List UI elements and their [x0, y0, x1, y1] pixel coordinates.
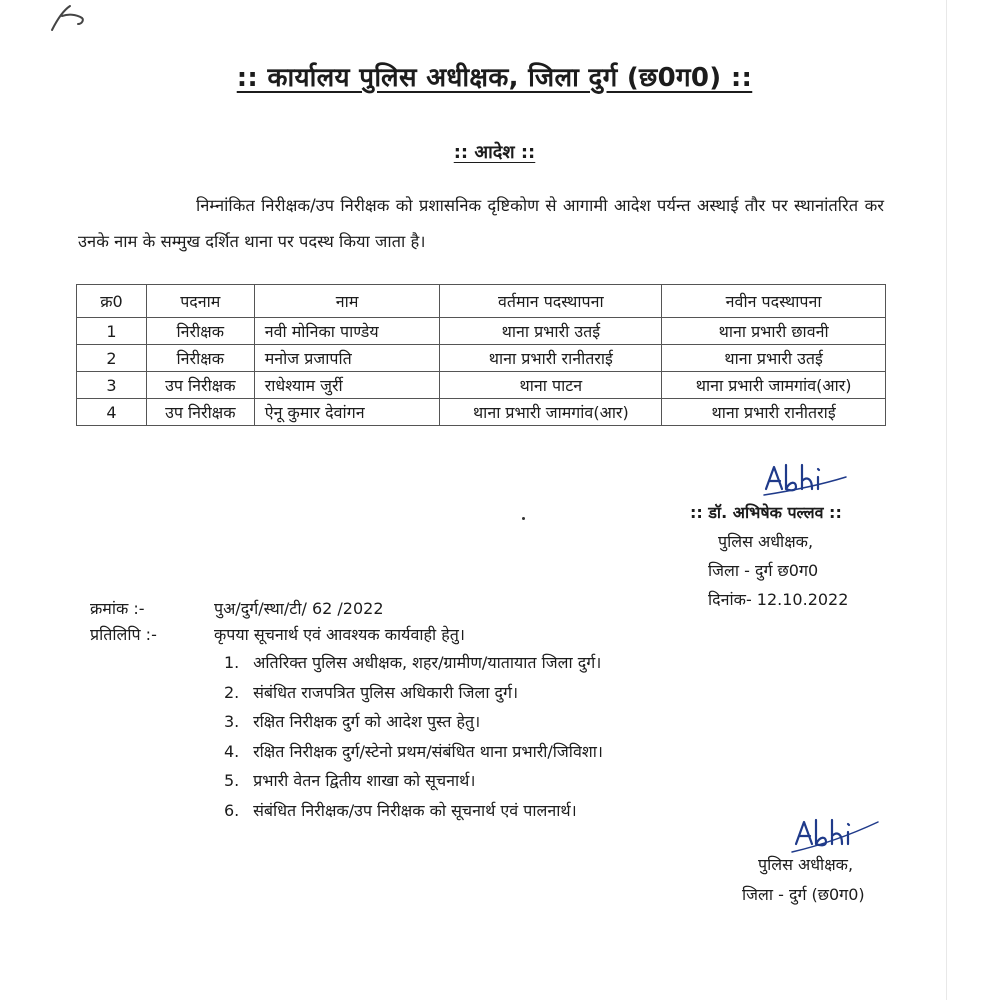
list-item-text: अतिरिक्त पुलिस अधीक्षक, शहर/ग्रामीण/यातायात जिला दुर्ग।: [253, 653, 602, 672]
signatory-district: जिला - दुर्ग छ0ग0: [708, 561, 819, 580]
list-item-text: प्रभारी वेतन द्वितीय शाखा को सूचनार्थ।: [253, 771, 476, 790]
table-cell-designation: उप निरीक्षक: [146, 399, 254, 426]
list-item-text: रक्षित निरीक्षक दुर्ग को आदेश पुस्त हेतु।: [253, 712, 481, 731]
list-item-number: 3.: [224, 712, 240, 731]
stray-dot: [522, 517, 525, 520]
table-cell-current-posting: थाना प्रभारी रानीतराई: [440, 345, 662, 372]
corner-scribble-mark: [48, 2, 90, 34]
copy-to-intro: कृपया सूचनार्थ एवं आवश्यक कार्यवाही हेतु।: [214, 625, 465, 644]
table-cell-name: ऐनू कुमार देवांगन: [254, 399, 440, 426]
order-heading: :: आदेश ::: [453, 142, 536, 163]
table-cell-serial: 2: [77, 345, 147, 372]
column-header-serial: क्र0: [77, 285, 147, 318]
order-paragraph: निम्नांकित निरीक्षक/उप निरीक्षक को प्रशासनिक दृष्टिकोण से आगामी आदेश पर्यन्त अस्थाई तौर पर स्थानांतरित कर उनके नाम के सम्मुख दर्शित थाना पर पदस्थ किया जाता है।: [78, 196, 884, 251]
table-cell-name: नवी मोनिका पाण्डेय: [254, 318, 440, 345]
footer-designation: पुलिस अधीक्षक,: [758, 855, 854, 874]
list-item: [224, 796, 603, 826]
signatory-name: :: डॉ. अभिषेक पल्लव ::: [690, 503, 842, 522]
table-cell-new-posting: थाना प्रभारी रानीतराई: [662, 399, 886, 426]
reference-number-value: पुअ/दुर्ग/स्था/टी/ 62 /2022: [214, 599, 384, 618]
table-cell-designation: निरीक्षक: [146, 345, 254, 372]
reference-number-label: क्रमांक :-: [90, 599, 145, 618]
list-item-number: 4.: [224, 741, 240, 761]
list-item-number: 1.: [224, 653, 240, 672]
column-header-name: नाम: [254, 285, 440, 318]
signatory-signature: [760, 455, 850, 497]
footer-signatory-block: [742, 850, 942, 910]
table-cell-name: मनोज प्रजापति: [254, 345, 440, 372]
order-date: दिनांक- 12.10.2022: [708, 590, 849, 609]
table-header-row: [77, 285, 886, 318]
list-item: [224, 737, 603, 767]
copy-to-label: प्रतिलिपि :-: [90, 625, 157, 644]
transfer-table: [76, 284, 886, 426]
table-cell-new-posting: थाना प्रभारी छावनी: [662, 318, 886, 345]
table-row: [77, 399, 886, 426]
table-cell-serial: 3: [77, 372, 147, 399]
table-row: [77, 372, 886, 399]
table-cell-designation: उप निरीक्षक: [146, 372, 254, 399]
column-header-current-posting: वर्तमान पदस्थापना: [440, 285, 662, 318]
list-item: [224, 648, 603, 678]
table-cell-new-posting: थाना प्रभारी उतई: [662, 345, 886, 372]
copy-recipient-list: [224, 648, 603, 825]
table-cell-name: राधेश्याम जुर्री: [254, 372, 440, 399]
footer-district: जिला - दुर्ग (छ0ग0): [742, 885, 865, 904]
list-item: [224, 678, 603, 708]
reference-block: [90, 596, 740, 648]
column-header-new-posting: नवीन पदस्थापना: [662, 285, 886, 318]
list-item-number: 5.: [224, 771, 240, 790]
footer-signature: [790, 808, 880, 854]
table-row: [77, 318, 886, 345]
list-item-number: 2.: [224, 682, 240, 702]
table-cell-current-posting: थाना पाटन: [440, 372, 662, 399]
list-item: [224, 766, 603, 796]
table-cell-current-posting: थाना प्रभारी जामगांव(आर): [440, 399, 662, 426]
copy-to-row: [90, 622, 740, 648]
table-cell-serial: 1: [77, 318, 147, 345]
list-item-text: रक्षित निरीक्षक दुर्ग/स्टेनो प्रथम/संबंधित थाना प्रभारी/जिविशा।: [253, 741, 603, 761]
table-cell-serial: 4: [77, 399, 147, 426]
table-row: [77, 345, 886, 372]
column-header-designation: पदनाम: [146, 285, 254, 318]
signatory-designation: पुलिस अधीक्षक,: [718, 532, 814, 551]
list-item-text: संबंधित राजपत्रित पुलिस अधिकारी जिला दुर्ग।: [253, 682, 519, 702]
list-item: [224, 707, 603, 737]
list-item-number: 6.: [224, 800, 240, 820]
table-cell-new-posting: थाना प्रभारी जामगांव(आर): [662, 372, 886, 399]
reference-number-row: [90, 596, 740, 622]
table-cell-designation: निरीक्षक: [146, 318, 254, 345]
table-cell-current-posting: थाना प्रभारी उतई: [440, 318, 662, 345]
list-item-text: संबंधित निरीक्षक/उप निरीक्षक को सूचनार्थ एवं पालनार्थ।: [253, 800, 577, 820]
office-title: :: कार्यालय पुलिस अधीक्षक, जिला दुर्ग (छ0ग0) ::: [236, 63, 753, 93]
